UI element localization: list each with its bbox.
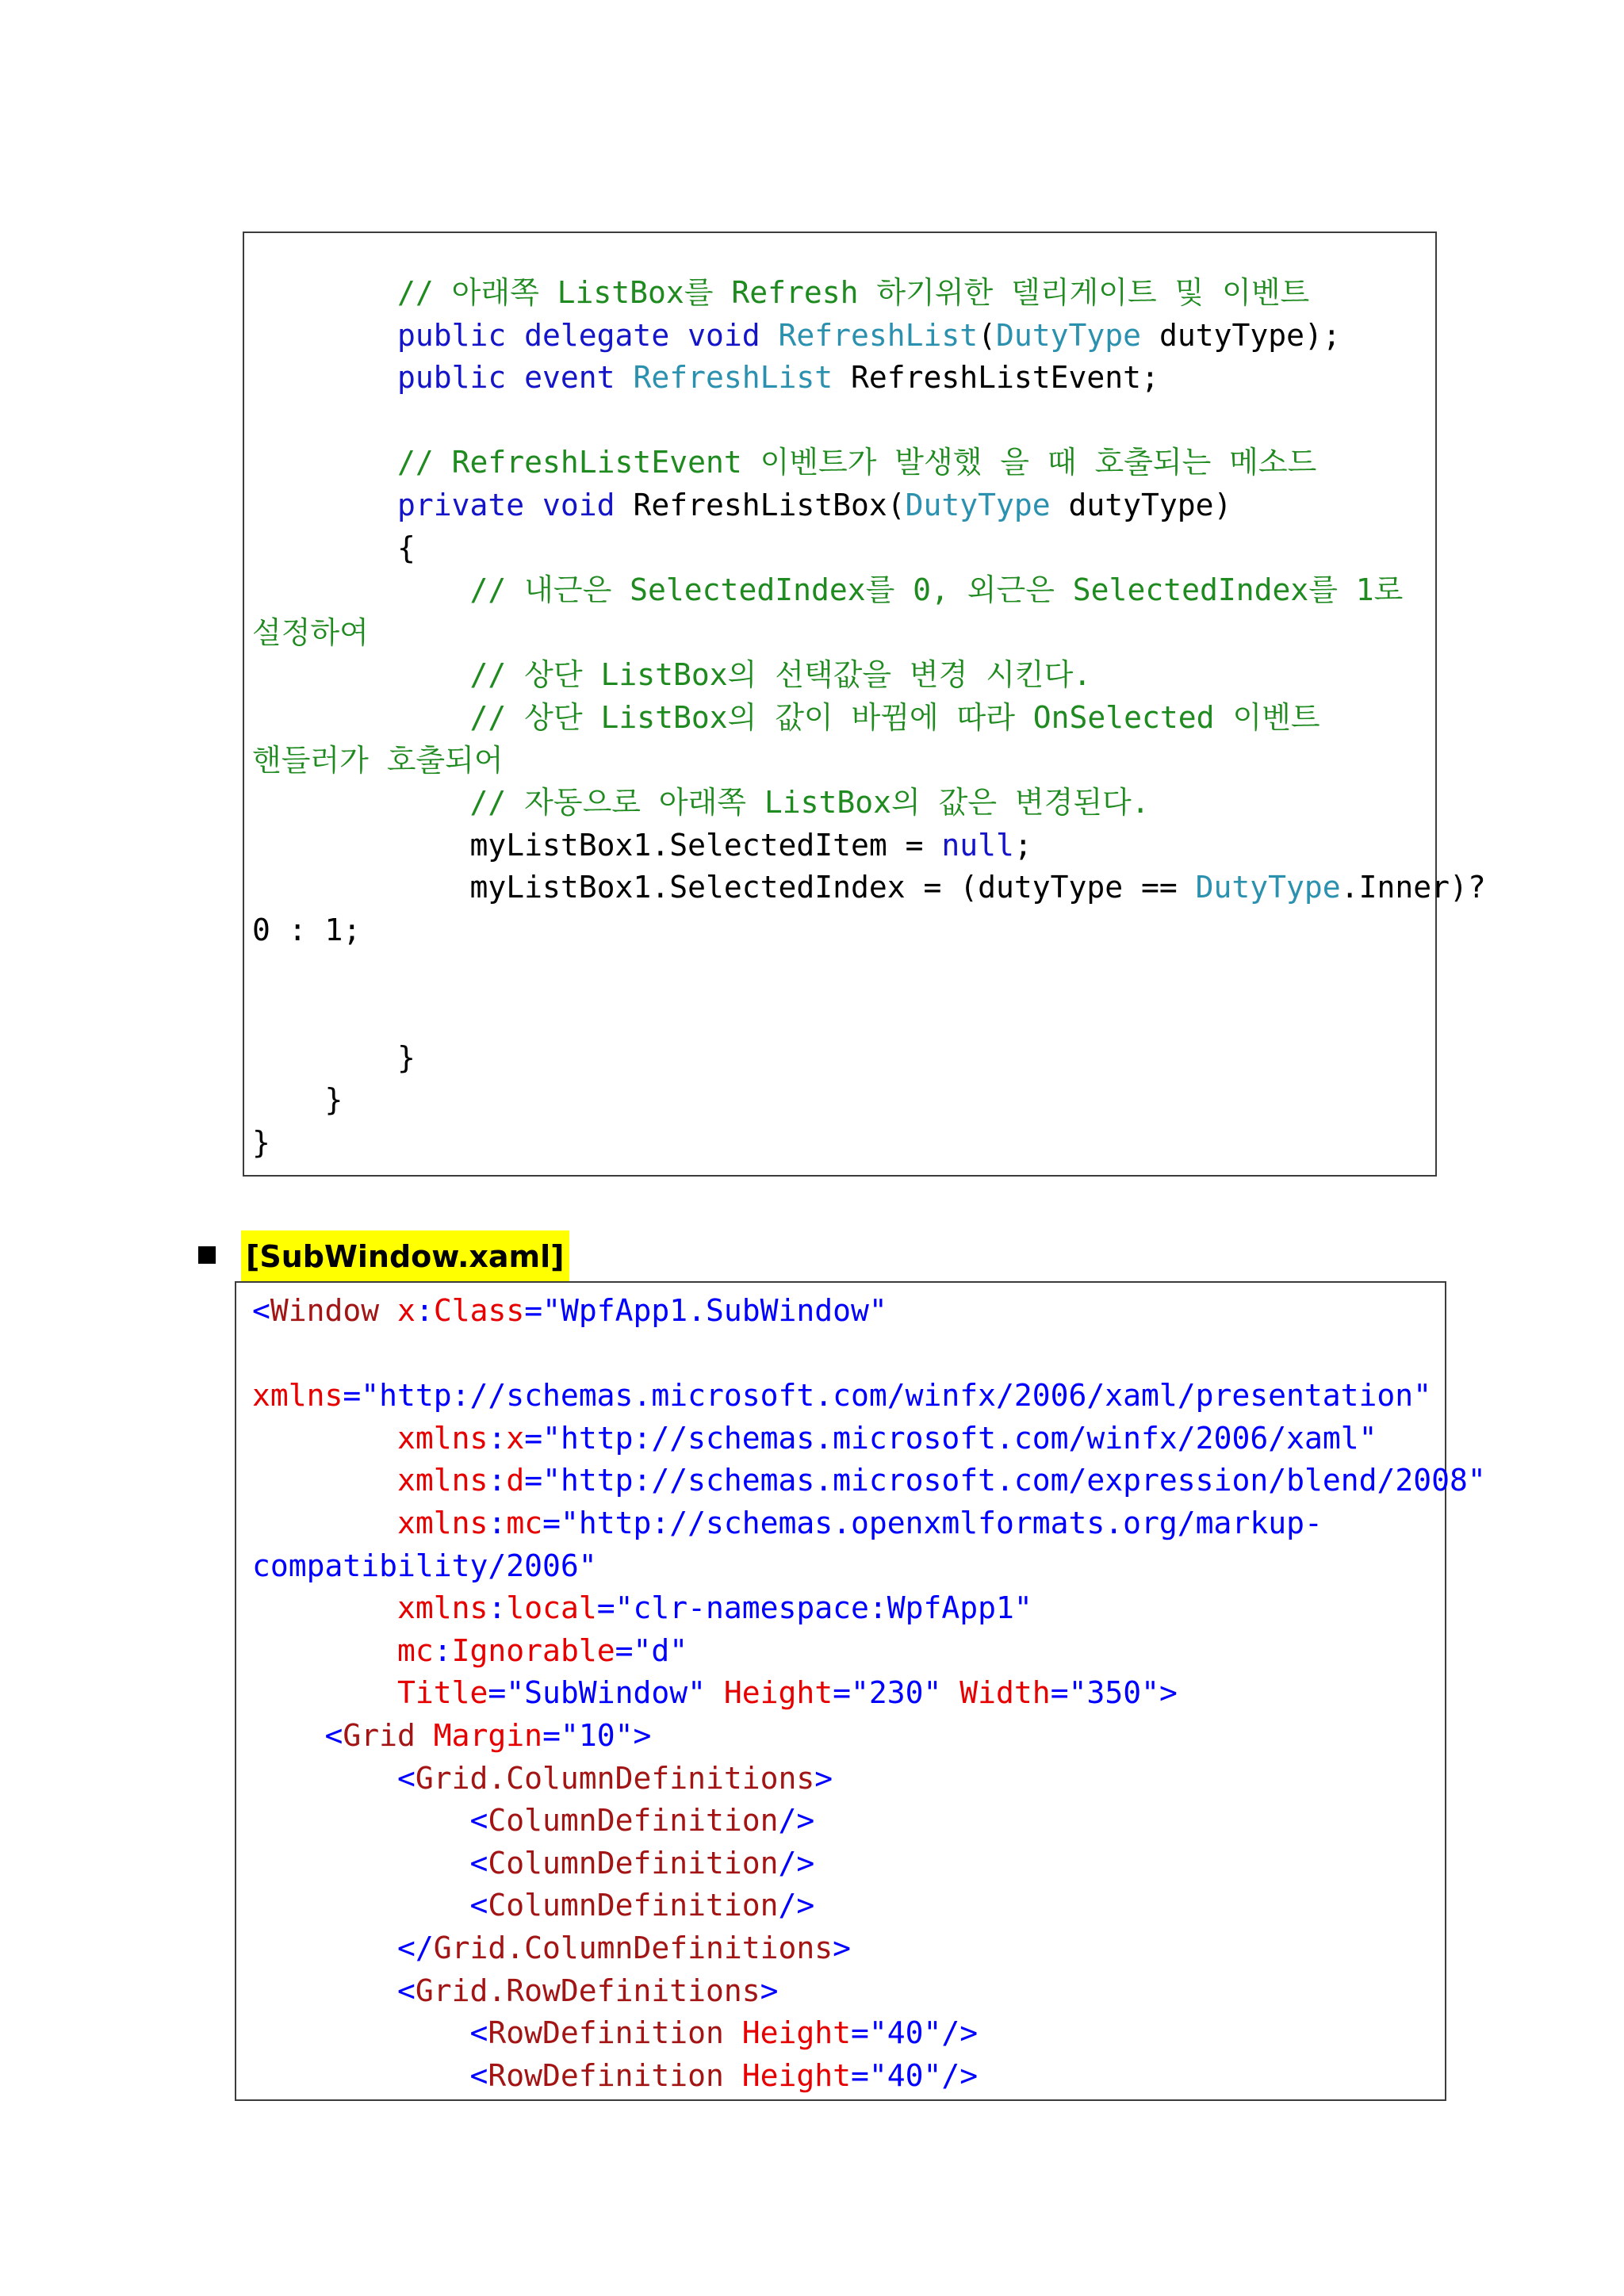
code-line — [252, 526, 416, 569]
code-token: Grid — [343, 1718, 416, 1753]
code-line — [252, 356, 1159, 399]
code-listing-xaml — [235, 1281, 1486, 2101]
code-line — [252, 484, 1231, 526]
code-line — [252, 2054, 978, 2097]
code-line — [252, 1799, 814, 1842]
code-token: // 상단 ListBox의 값이 바뀜에 따라 OnSelected 이벤트 — [252, 700, 1320, 735]
code-token: } — [252, 1125, 270, 1160]
code-line — [252, 568, 1403, 611]
code-token: </ — [252, 1931, 434, 1965]
code-line — [252, 1289, 887, 1332]
code-token: private void — [252, 488, 634, 522]
code-line — [252, 866, 1486, 909]
code-token: ="clr-namespace:WpfApp1" — [596, 1590, 1032, 1626]
code-token: 설정하여 — [252, 614, 369, 650]
code-token: x — [379, 1293, 416, 1328]
code-token: ="d" — [615, 1632, 688, 1668]
code-token: ="230" — [833, 1675, 942, 1711]
code-line — [252, 781, 1150, 824]
code-token: local — [506, 1590, 597, 1626]
code-token: /> — [778, 1803, 815, 1839]
code-token: ; — [1013, 827, 1032, 863]
code-line — [252, 1927, 851, 1969]
code-token: Class — [433, 1293, 525, 1328]
code-token: ColumnDefinition — [488, 1845, 779, 1881]
code-line — [252, 1969, 778, 2012]
code-token: d — [506, 1463, 525, 1498]
code-token: xmlns — [252, 1420, 488, 1456]
code-line — [252, 1036, 416, 1079]
code-token: Height — [723, 2057, 851, 2093]
code-token: x — [506, 1420, 525, 1456]
code-token: ="40"/> — [851, 2015, 979, 2051]
code-line — [252, 1671, 1178, 1714]
code-token: // RefreshListEvent 이벤트가 발생했 을 때 호출되는 메소드 — [252, 445, 1317, 480]
code-line — [252, 1078, 343, 1121]
code-line — [252, 909, 361, 951]
code-line — [252, 1714, 651, 1757]
code-token: 0 : 1; — [252, 913, 362, 947]
code-token: ="40"/> — [851, 2057, 979, 2093]
code-token: Title — [252, 1675, 488, 1711]
code-token: ="SubWindow" — [488, 1675, 706, 1711]
code-line — [252, 1586, 1032, 1629]
code-token: < — [252, 1973, 416, 2008]
code-token: // 상단 ListBox의 선택값을 변경 시킨다. — [252, 657, 1092, 693]
code-token: < — [252, 2015, 488, 2051]
code-line — [252, 611, 369, 654]
code-token: xmlns — [252, 1590, 488, 1626]
code-token: RefreshList — [633, 360, 833, 396]
code-token: : — [433, 1632, 452, 1668]
code-token: Window — [270, 1293, 380, 1328]
code-token: : — [488, 1506, 507, 1540]
code-line — [252, 1374, 1431, 1417]
code-token: .Inner)? — [1340, 870, 1486, 905]
code-line — [252, 1544, 597, 1587]
code-token: < — [252, 1888, 488, 1923]
code-token: 핸들러가 호출되어 — [252, 742, 504, 778]
code-token: null — [941, 827, 1014, 863]
code-token: ="http://schemas.microsoft.com/winfx/2006/xaml" — [524, 1420, 1377, 1456]
code-token: ( — [978, 317, 997, 353]
code-token: // 자동으로 아래쪽 ListBox의 값은 변경된다. — [252, 785, 1150, 821]
code-token: DutyType — [1195, 870, 1341, 905]
code-token: RefreshList — [778, 317, 979, 353]
code-token: RowDefinition — [488, 2015, 724, 2051]
code-token: Margin — [415, 1718, 543, 1753]
code-token: DutyType — [905, 488, 1051, 522]
code-token: public event — [252, 360, 634, 396]
code-line — [252, 271, 1309, 314]
code-line — [252, 739, 504, 782]
code-token: > — [814, 1760, 833, 1796]
code-token: { — [252, 530, 416, 565]
code-token: Ignorable — [451, 1632, 615, 1668]
code-token: : — [488, 1463, 507, 1498]
code-line — [252, 441, 1316, 484]
code-token: mc — [506, 1506, 543, 1540]
code-token: RefreshListBox( — [633, 488, 906, 522]
code-line — [252, 1121, 270, 1164]
code-line — [252, 824, 1032, 867]
code-line — [252, 2011, 978, 2054]
code-token: myListBox1.SelectedItem = — [252, 827, 942, 863]
code-token: dutyType) — [1050, 488, 1232, 522]
code-token: ="10"> — [542, 1718, 652, 1753]
code-token: > — [833, 1931, 851, 1965]
code-token: // 아래쪽 ListBox를 Refresh 하기위한 델리게이트 및 이벤트 — [252, 275, 1310, 310]
code-line — [252, 1629, 688, 1672]
code-token: xmlns — [252, 1463, 488, 1498]
code-token: } — [252, 1039, 416, 1075]
code-line — [252, 696, 1320, 739]
code-token: < — [252, 1803, 488, 1839]
code-token: xmlns — [252, 1378, 343, 1414]
code-token: ="http://schemas.microsoft.com/expression/blend/2008" — [524, 1463, 1486, 1498]
code-token: mc — [252, 1632, 434, 1668]
code-token: RefreshListEvent; — [833, 360, 1159, 396]
code-token: Grid.ColumnDefinitions — [433, 1931, 833, 1965]
code-token: > — [760, 1973, 779, 2008]
code-token: ="350"> — [1050, 1675, 1178, 1711]
section-heading: [SubWindow.xaml] — [241, 1230, 569, 1283]
code-token: RowDefinition — [488, 2057, 724, 2093]
code-line — [252, 1502, 1323, 1544]
code-line — [252, 1459, 1486, 1502]
code-token: ColumnDefinition — [488, 1888, 779, 1923]
code-line — [252, 653, 1091, 696]
bullet-square-icon — [198, 1246, 216, 1264]
code-token: compatibility/2006" — [252, 1548, 597, 1583]
code-token: < — [252, 1293, 270, 1328]
code-token: < — [252, 2057, 488, 2093]
code-token: < — [252, 1845, 488, 1881]
code-line — [252, 1842, 814, 1885]
code-token: myListBox1.SelectedIndex = (dutyType == — [252, 870, 1196, 905]
code-token: ="http://schemas.openxmlformats.org/markup- — [542, 1506, 1323, 1540]
code-line — [252, 1417, 1377, 1460]
code-token: Height — [705, 1675, 833, 1711]
code-token: Grid.ColumnDefinitions — [415, 1760, 815, 1796]
code-token: /> — [778, 1888, 815, 1923]
code-token: : — [488, 1420, 507, 1456]
code-token: < — [252, 1760, 416, 1796]
code-token: /> — [778, 1845, 815, 1881]
code-token: : — [488, 1590, 507, 1626]
code-token: ColumnDefinition — [488, 1803, 779, 1839]
code-token: Grid.RowDefinitions — [415, 1973, 760, 2008]
code-token: ="http://schemas.microsoft.com/winfx/2006/xaml/presentation" — [343, 1378, 1432, 1414]
code-token: dutyType); — [1141, 317, 1341, 353]
code-listing-csharp — [243, 232, 1486, 1177]
code-line — [252, 1884, 814, 1927]
code-token: < — [252, 1718, 343, 1753]
code-token: } — [252, 1082, 343, 1118]
code-line — [252, 1757, 833, 1800]
code-token: ="WpfApp1.SubWindow" — [524, 1293, 887, 1328]
code-token: // 내근은 SelectedIndex를 0, 외근은 SelectedIndex를 1로 — [252, 572, 1404, 608]
code-token: Height — [723, 2015, 851, 2051]
code-token: public delegate void — [252, 317, 779, 353]
code-token: : — [415, 1293, 434, 1328]
code-token: DutyType — [996, 317, 1142, 353]
code-token: xmlns — [252, 1506, 488, 1540]
code-token: Width — [941, 1675, 1051, 1711]
code-line — [252, 314, 1341, 357]
